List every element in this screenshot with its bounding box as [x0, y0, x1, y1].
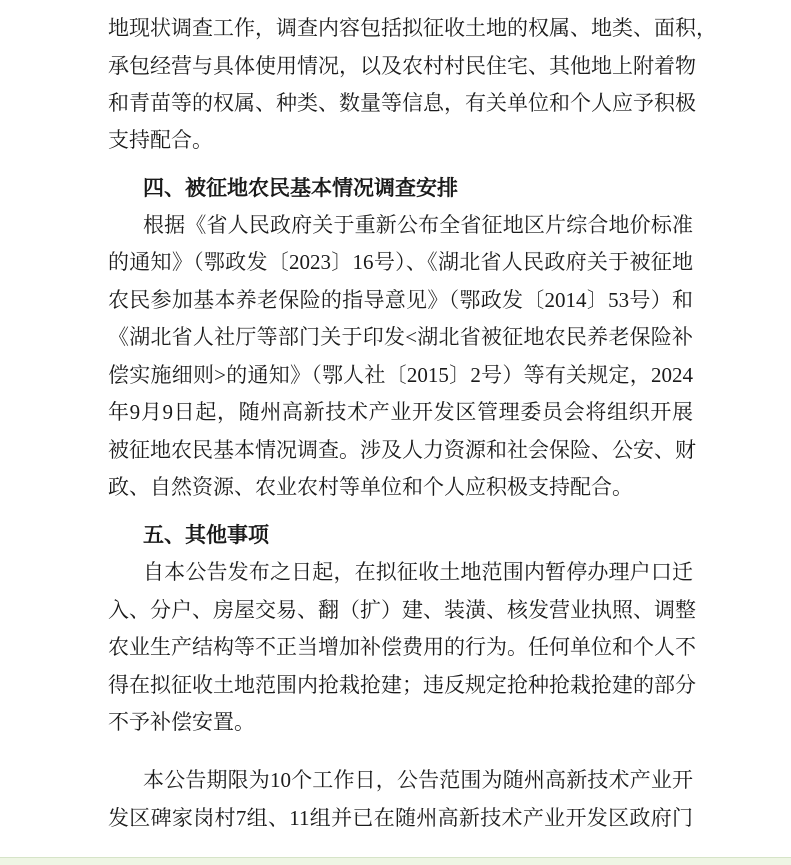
body-text-line: 自本公告发布之日起，在拟征收土地范围内暂停办理户口迁: [143, 560, 693, 584]
body-text-line: 被征地农民基本情况调查。涉及人力资源和社会保险、公安、财: [108, 438, 696, 462]
body-text-line: 地现状调查工作，调查内容包括拟征收土地的权属、地类、面积，: [108, 16, 717, 40]
section-heading-4: 四、被征地农民基本情况调查安排: [143, 176, 458, 200]
body-text-line: 农业生产结构等不正当增加补偿费用的行为。任何单位和个人不: [108, 635, 696, 659]
body-text-line: 《湖北省人社厅等部门关于印发<湖北省被征地农民养老保险补: [108, 325, 693, 349]
body-text-line: 农民参加基本养老保险的指导意见》（鄂政发〔2014〕53号）和: [108, 288, 693, 312]
body-text-line: 得在拟征收土地范围内抢栽抢建；违反规定抢种抢栽抢建的部分: [108, 673, 696, 697]
body-text-line: 根据《省人民政府关于重新公布全省征地区片综合地价标准: [143, 213, 693, 237]
body-text-line: 偿实施细则>的通知》（鄂人社〔2015〕2号）等有关规定，2024: [108, 363, 693, 387]
body-text-line: 发区碑家岗村7组、11组并已在随州高新技术产业开发区政府门: [108, 806, 693, 830]
body-text-line: 支持配合。: [108, 128, 213, 152]
body-text-line: 承包经营与具体使用情况，以及农村村民住宅、其他地上附着物: [108, 54, 696, 78]
section-heading-5: 五、其他事项: [143, 523, 269, 547]
body-text-line: 入、分户、房屋交易、翻（扩）建、装潢、核发营业执照、调整: [108, 598, 696, 622]
body-text-line: 的通知》（鄂政发〔2023〕16号）、《湖北省人民政府关于被征地: [108, 250, 693, 274]
body-text-line: 本公告期限为10个工作日，公告范围为随州高新技术产业开: [143, 768, 693, 792]
body-text-line: 年9月9日起，随州高新技术产业开发区管理委员会将组织开展: [108, 400, 693, 424]
body-text-line: 和青苗等的权属、种类、数量等信息，有关单位和个人应予积极: [108, 91, 696, 115]
body-text-line: 政、自然资源、农业农村等单位和个人应积极支持配合。: [108, 475, 633, 499]
body-text-line: 不予补偿安置。: [108, 710, 255, 734]
